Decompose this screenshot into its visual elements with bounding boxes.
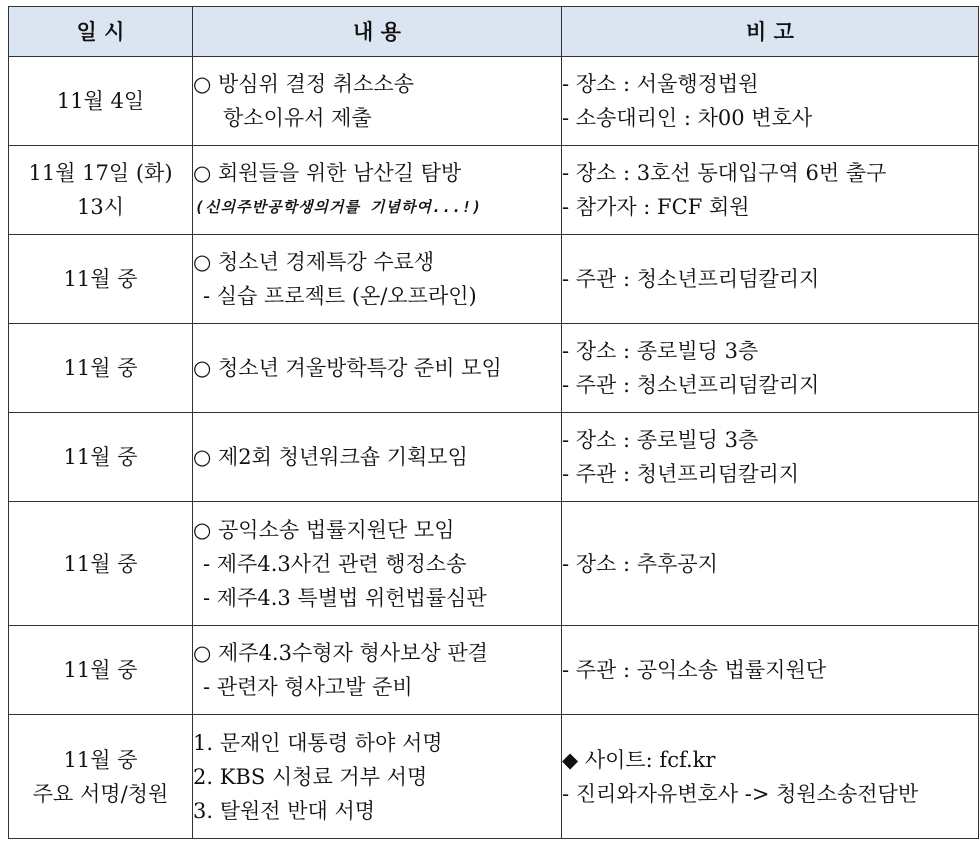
note-line: - 장소 : 종로빌딩 3층 — [562, 428, 759, 452]
table-row — [9, 57, 979, 146]
note-cell — [562, 626, 979, 715]
note-cell — [562, 146, 979, 235]
date-cell — [9, 715, 193, 839]
content-cell — [193, 146, 562, 235]
content-line: 3. 탈원전 반대 서명 — [193, 798, 376, 823]
note-cell — [562, 57, 979, 146]
content-line: - 관련자 형사고발 준비 — [203, 675, 413, 699]
content-line: - 제주4.3사건 관련 행정소송 — [203, 551, 467, 576]
note-cell — [562, 502, 979, 626]
content-line: 항소이유서 제출 — [223, 106, 372, 130]
note-line: - 장소 : 서울행정법원 — [562, 72, 759, 96]
content-line: ○ 제주4.3수형자 형사보상 판결 — [193, 641, 488, 665]
content-cell — [193, 235, 562, 324]
note-line: - 주관 : 청소년프리덤칼리지 — [562, 267, 820, 291]
table-row — [9, 146, 979, 235]
content-cell — [193, 57, 562, 146]
content-line: - 실습 프로젝트 (온/오프라인) — [203, 284, 477, 308]
content-line: ○ 청소년 경제특강 수료생 — [193, 250, 435, 274]
content-line: ○ 공익소송 법률지원단 모임 — [193, 517, 455, 542]
note-line: - 장소 : 3호선 동대입구역 6번 출구 — [562, 161, 887, 185]
content-cell — [193, 413, 562, 502]
date-line: 11월 17일 (화) — [28, 161, 173, 185]
note-line: - 장소 : 종로빌딩 3층 — [562, 339, 759, 363]
header-content: 내 용 — [193, 7, 562, 57]
date-line: 11월 중 — [63, 658, 138, 682]
note-cell — [562, 715, 979, 839]
content-cell — [193, 324, 562, 413]
content-line: ○ 청소년 겨울방학특강 준비 모임 — [193, 356, 502, 380]
table-row — [9, 324, 979, 413]
schedule-table — [8, 6, 979, 839]
content-line: ○ 제2회 청년워크숍 기획모임 — [193, 445, 468, 469]
date-line: 13시 — [76, 195, 124, 219]
content-line: 2. KBS 시청료 거부 서명 — [193, 764, 428, 789]
table-row — [9, 235, 979, 324]
date-line: 11월 중 — [63, 747, 138, 772]
date-cell — [9, 146, 193, 235]
content-line: ○ 방심위 결정 취소소송 — [193, 72, 414, 96]
content-line: 1. 문재인 대통령 하야 서명 — [193, 730, 443, 755]
note-line: - 주관 : 청소년프리덤칼리지 — [562, 373, 820, 397]
date-cell — [9, 626, 193, 715]
date-line: 11월 중 — [63, 551, 138, 576]
content-line: - 제주4.3 특별법 위헌법률심판 — [203, 585, 487, 610]
table-row — [9, 413, 979, 502]
note-line: - 장소 : 추후공지 — [562, 551, 718, 576]
date-cell — [9, 324, 193, 413]
content-cell — [193, 502, 562, 626]
note-cell — [562, 235, 979, 324]
content-cell — [193, 626, 562, 715]
header-date: 일 시 — [9, 7, 193, 57]
note-line: - 참가자 : FCF 회원 — [562, 195, 750, 219]
note-line: - 소송대리인 : 차00 변호사 — [562, 106, 813, 130]
date-line: 11월 4일 — [56, 89, 145, 113]
note-line: ◆ 사이트: fcf.kr — [562, 747, 716, 772]
table-row — [9, 715, 979, 839]
date-line: 주요 서명/청원 — [32, 781, 169, 806]
date-cell — [9, 502, 193, 626]
note-line: - 진리와자유변호사 -> 청원소송전담반 — [562, 781, 919, 806]
content-cell — [193, 715, 562, 839]
table-row — [9, 626, 979, 715]
date-cell — [9, 413, 193, 502]
note-line: - 주관 : 청년프리덤칼리지 — [562, 462, 800, 486]
date-line: 11월 중 — [63, 445, 138, 469]
content-line: ○ 회원들을 위한 남산길 탐방 — [193, 161, 462, 185]
date-line: 11월 중 — [63, 267, 138, 291]
note-cell — [562, 413, 979, 502]
table-row — [9, 502, 979, 626]
content-line-brush: (신의주반공학생의거를 기념하여...!) — [195, 198, 483, 216]
note-line: - 주관 : 공익소송 법률지원단 — [562, 658, 827, 682]
date-cell — [9, 235, 193, 324]
header-row — [9, 7, 979, 57]
note-cell — [562, 324, 979, 413]
date-line: 11월 중 — [63, 356, 138, 380]
header-note: 비 고 — [562, 7, 979, 57]
date-cell — [9, 57, 193, 146]
